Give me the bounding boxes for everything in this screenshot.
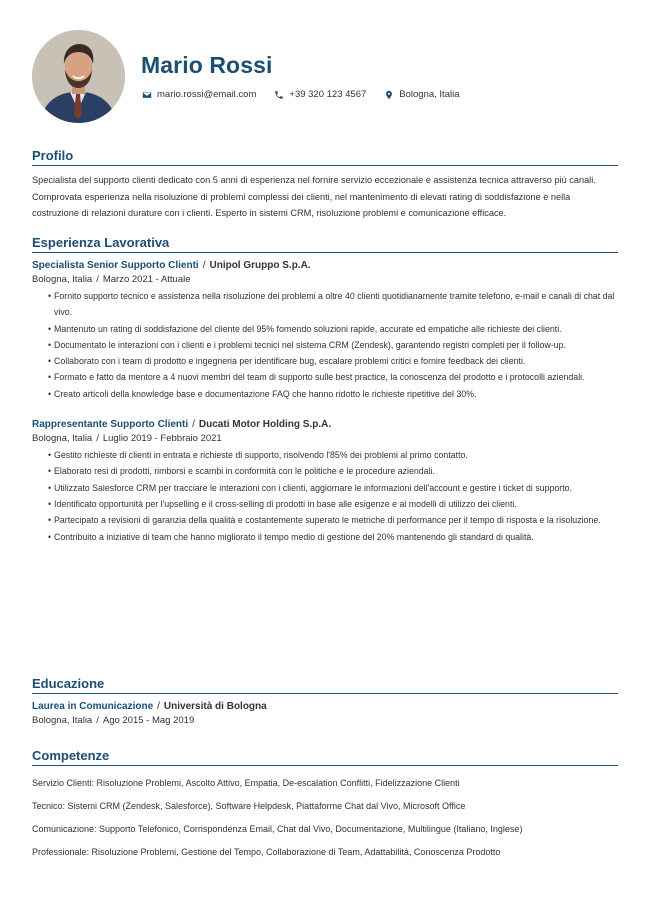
resume-header — [32, 30, 618, 126]
job-entry — [32, 419, 618, 545]
job-heading: Specialista Senior Supporto Clienti / Unipol Gruppo S.p.A. — [32, 260, 311, 271]
job-dates: Marzo 2021 - Attuale — [102, 274, 191, 285]
phone-text[interactable]: +39 320 123 4567 — [289, 89, 367, 100]
contact-email — [142, 89, 256, 100]
education-location: Bologna, Italia — [32, 715, 93, 726]
job-company: Ducati Motor Holding S.p.A. — [198, 419, 332, 431]
skill-line: Servizio Clienti: Risoluzione Problemi, Ascolto Attivo, Empatia, De-escalation Conflitti, Fidelizzazione Clienti — [32, 778, 460, 788]
list-item: • Collaborato con i team di prodotto e ingegneria per identificare bug, escalare problemi critici e fornire feedback dei clienti. — [48, 353, 618, 369]
list-item: • Fornito supporto tecnico e assistenza nella risoluzione dei problemi a oltre 40 clienti quotidianamente tramite telefono, e-mail e canali di chat dal vivo. — [48, 288, 618, 321]
avatar — [32, 30, 125, 123]
skill-line: Professionale: Risoluzione Problemi, Gestione del Tempo, Collaborazione di Team, Adattabilità, Conoscenza Prodotto — [32, 847, 501, 857]
job-entry — [32, 260, 618, 402]
skill-line: Comunicazione: Supporto Telefonico, Corrispondenza Email, Chat dal Vivo, Documentazione, Multilingue (Italiano, Inglese) — [32, 824, 523, 834]
section-title: Competenze — [32, 748, 618, 766]
job-dates: Luglio 2019 - Febbraio 2021 — [102, 433, 222, 445]
list-item: • Creato articoli della knowledge base e documentazione FAQ che hanno ridotto le richieste ripetitive del 30%. — [48, 386, 618, 402]
list-item: • Mantenuto un rating di soddisfazione del cliente del 95% fornendo soluzioni rapide, accurate ed empatiche alle richieste dei clienti. — [48, 321, 618, 337]
location-pin-icon — [384, 90, 394, 100]
education-heading: Laurea in Comunicazione / Università di Bologna — [32, 701, 267, 712]
job-meta: Bologna, Italia / Marzo 2021 - Attuale — [32, 274, 191, 285]
job-location: Bologna, Italia — [32, 433, 93, 445]
section-title: Educazione — [32, 676, 618, 694]
email-text[interactable]: mario.rossi@email.com — [157, 89, 257, 100]
list-item: • Partecipato a revisioni di garanzia della qualità e costantemente superato le metriche di performance per il tempo di risposta e la risoluzione. — [48, 512, 618, 528]
job-location: Bologna, Italia — [32, 274, 93, 285]
education-section — [32, 676, 618, 726]
contact-location — [384, 89, 459, 100]
mail-icon — [142, 90, 152, 100]
education-dates: Ago 2015 - Mag 2019 — [102, 715, 195, 726]
job-meta: Bologna, Italia / Luglio 2019 - Febbraio 2021 — [32, 433, 222, 445]
profile-section — [32, 148, 618, 222]
education-meta: Bologna, Italia / Ago 2015 - Mag 2019 — [32, 715, 195, 726]
skills-section — [32, 748, 618, 868]
job-company: Unipol Gruppo S.p.A. — [209, 260, 311, 271]
location-text: Bologna, Italia — [399, 89, 460, 100]
profile-photo — [32, 30, 125, 123]
contact-info — [142, 89, 477, 100]
list-item: • Contribuito a iniziative di team che hanno migliorato il tempo medio di gestione del 20% mantenendo gli standard di qualità. — [48, 529, 618, 545]
list-item: • Identificato opportunità per l'upselling e il cross-selling di prodotti in base alle esigenze e ai modelli di utilizzo dei clienti. — [48, 496, 618, 512]
job-bullets — [32, 447, 618, 545]
list-item: • Documentato le interazioni con i clienti e i problemi tecnici nel sistema CRM (Zendesk), garantendo registri completi per il follow-up. — [48, 337, 618, 353]
candidate-name: Mario Rossi — [141, 52, 273, 78]
list-item: • Elaborato resi di prodotti, rimborsi e scambi in conformità con le politiche e le procedure aziendali. — [48, 463, 618, 479]
list-item: • Gestito richieste di clienti in entrata e richieste di supporto, risolvendo l'85% dei problemi al primo contatto. — [48, 447, 618, 463]
phone-icon — [274, 90, 284, 100]
profile-summary: Specialista del supporto clienti dedicato con 5 anni di esperienza nel fornire servizio eccezionale e assistenza tecnica attraverso più canali. Comprovata esperienza nella risoluzione di problemi complessi dei clienti, nel mantenimento di elevati rating di soddisfazione e nella costruzione di relazioni durature con i clienti. Esperto in sistemi CRM, risoluzione problemi e comunicazione efficace. — [32, 175, 596, 218]
contact-phone — [274, 89, 366, 100]
list-item: • Utilizzato Salesforce CRM per tracciare le interazioni con i clienti, aggiornare le informazioni dell'account e gestire i ticket di supporto. — [48, 480, 618, 496]
list-item: • Formato e fatto da mentore a 4 nuovi membri del team di supporto sulle best practice, la conoscenza del prodotto e i protocolli aziendali. — [48, 369, 618, 385]
job-role: Rappresentante Supporto Clienti — [32, 419, 189, 431]
section-title: Esperienza Lavorativa — [32, 235, 618, 253]
job-role: Specialista Senior Supporto Clienti — [32, 260, 199, 271]
experience-section — [32, 235, 618, 545]
skill-line: Tecnico: Sistemi CRM (Zendesk, Salesforce), Software Helpdesk, Piattaforme Chat dal Vivo, Microsoft Office — [32, 801, 466, 811]
school: Università di Bologna — [163, 701, 267, 712]
job-bullets — [32, 288, 618, 402]
job-heading: Rappresentante Supporto Clienti / Ducati Motor Holding S.p.A. — [32, 419, 332, 431]
section-title: Profilo — [32, 148, 618, 166]
degree: Laurea in Comunicazione — [32, 701, 154, 712]
